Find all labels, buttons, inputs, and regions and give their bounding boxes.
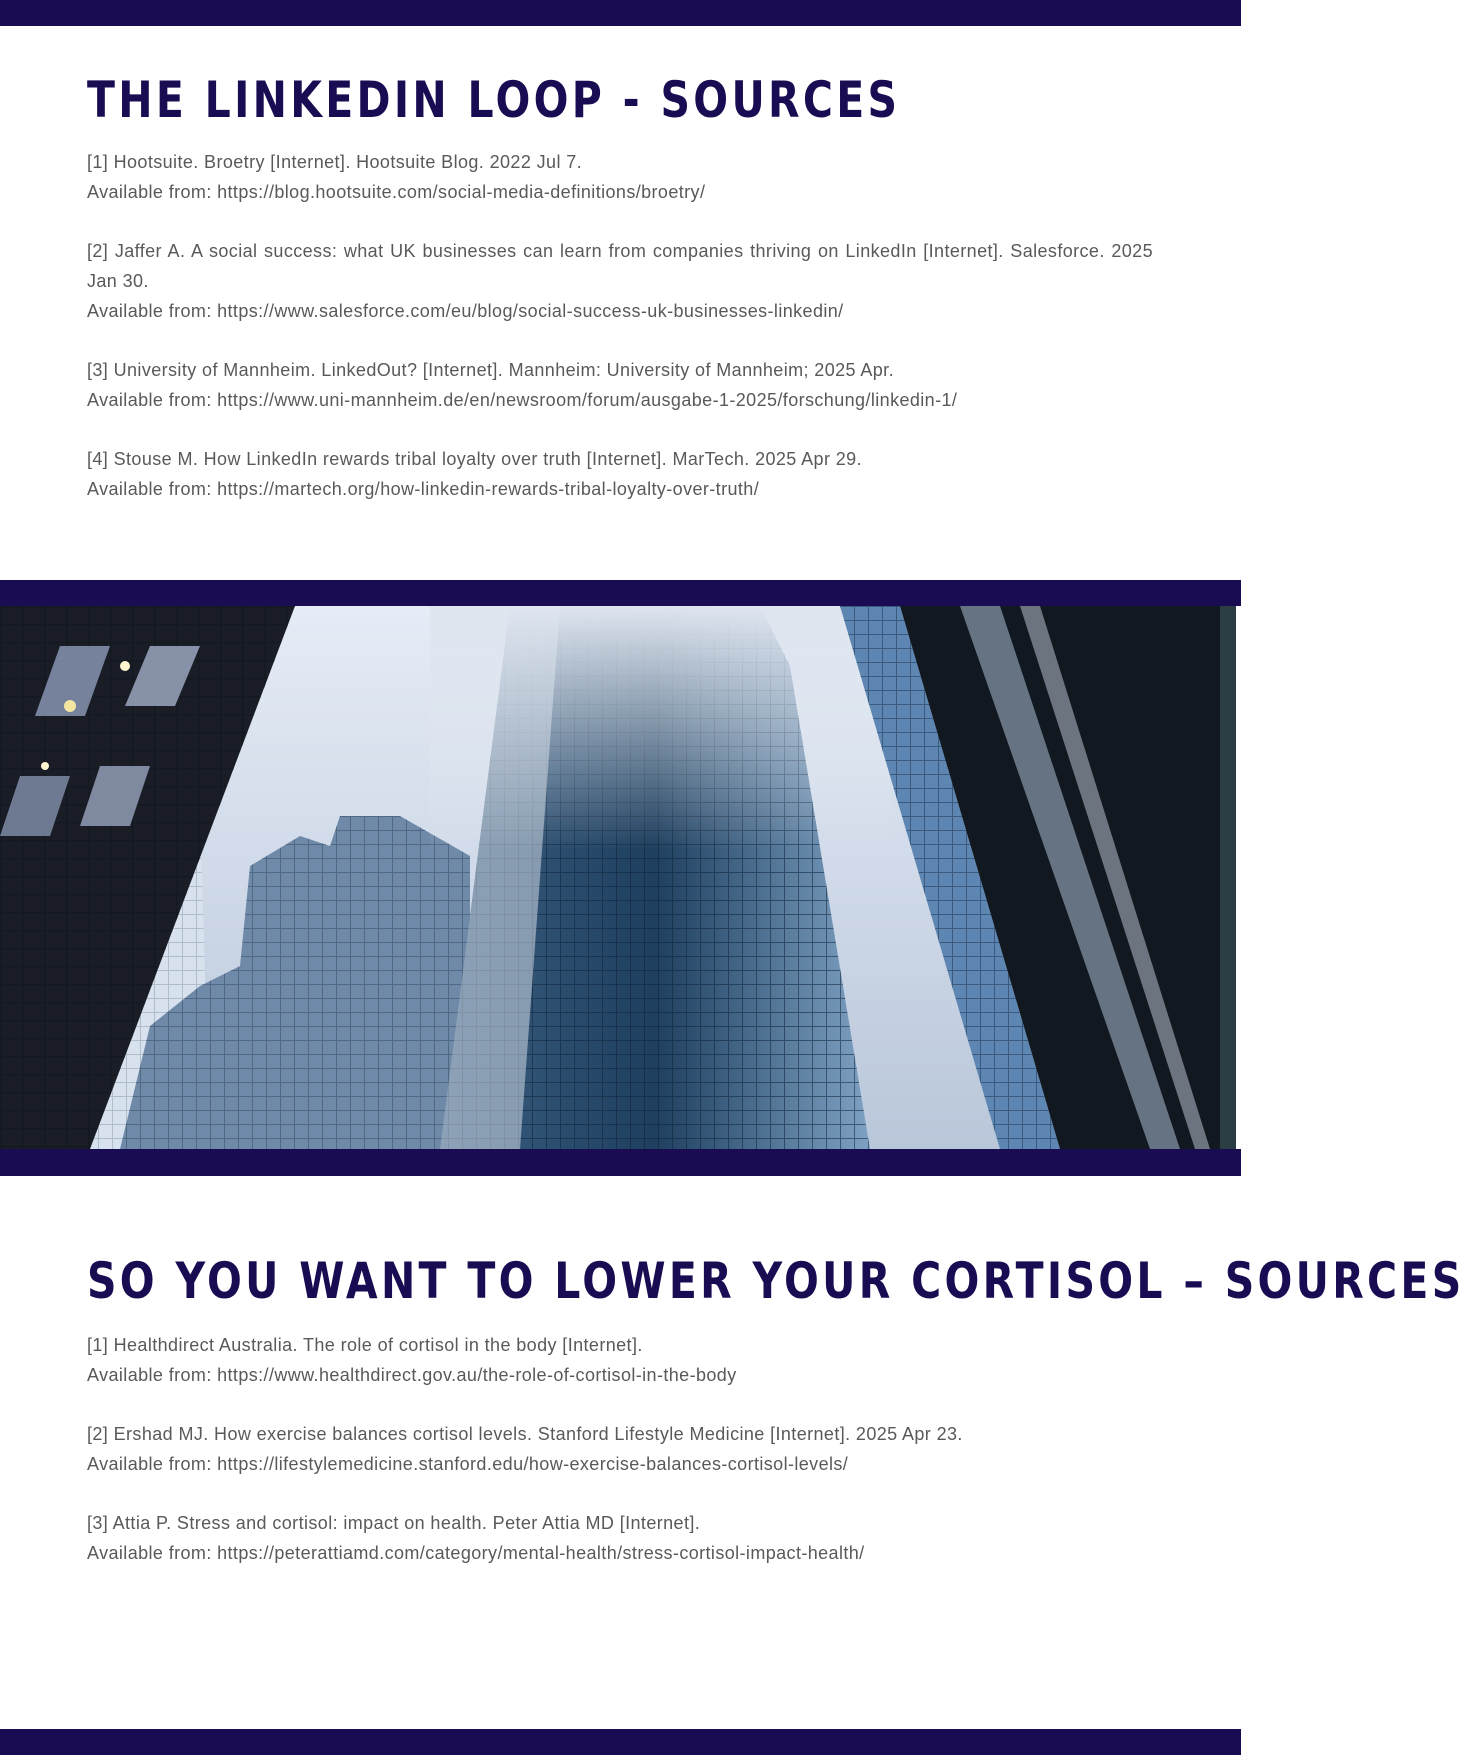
section2-references (87, 1330, 1153, 1597)
reference-citation: [1] Healthdirect Australia. The role of cortisol in the body [Internet]. (87, 1335, 643, 1355)
reference-link[interactable]: Available from: https://www.salesforce.com/eu/blog/social-success-uk-businesses-linkedin/ (87, 301, 844, 321)
image-band-top (0, 580, 1241, 606)
reference-citation: [4] Stouse M. How LinkedIn rewards tribal loyalty over truth [Internet]. MarTech. 2025 Apr 29. (87, 449, 862, 469)
reference-item (87, 236, 1153, 326)
reference-link[interactable]: Available from: https://martech.org/how-linkedin-rewards-tribal-loyalty-over-truth/ (87, 479, 760, 499)
section2-title: SO YOU WANT TO LOWER YOUR CORTISOL – SOURCES (87, 1252, 1465, 1310)
reference-link[interactable]: Available from: https://lifestylemedicine.stanford.edu/how-exercise-balances-cortisol-levels/ (87, 1454, 849, 1474)
reference-item (87, 1330, 1153, 1390)
reference-link[interactable]: Available from: https://blog.hootsuite.com/social-media-definitions/broetry/ (87, 182, 706, 202)
reference-link[interactable]: Available from: https://www.healthdirect.gov.au/the-role-of-cortisol-in-the-body (87, 1365, 737, 1385)
top-band (0, 0, 1241, 26)
reference-link[interactable]: Available from: https://www.uni-mannheim.de/en/newsroom/forum/ausgabe-1-2025/forschung/linkedin-1/ (87, 390, 958, 410)
section1-title: THE LINKEDIN LOOP - SOURCES (87, 71, 901, 129)
bottom-band (0, 1729, 1241, 1755)
section1-references (87, 147, 1153, 533)
reference-citation: [2] Jaffer A. A social success: what UK businesses can learn from companies thriving on LinkedIn [Internet]. Salesforce. 2025 Jan 30. (87, 241, 1153, 291)
reference-item (87, 147, 1153, 207)
reference-link[interactable]: Available from: https://peterattiamd.com/category/mental-health/stress-cortisol-impact-health/ (87, 1543, 865, 1563)
reference-citation: [3] University of Mannheim. LinkedOut? [Internet]. Mannheim: University of Mannheim; 2025 Apr. (87, 360, 894, 380)
reference-item (87, 1508, 1153, 1568)
reference-citation: [1] Hootsuite. Broetry [Internet]. Hootsuite Blog. 2022 Jul 7. (87, 152, 583, 172)
reference-item (87, 444, 1153, 504)
skyscrapers-photo (0, 606, 1236, 1149)
reference-item (87, 1419, 1153, 1479)
reference-item (87, 355, 1153, 415)
reference-citation: [3] Attia P. Stress and cortisol: impact on health. Peter Attia MD [Internet]. (87, 1513, 701, 1533)
image-band-bottom (0, 1149, 1241, 1176)
reference-citation: [2] Ershad MJ. How exercise balances cortisol levels. Stanford Lifestyle Medicine [Internet]. 2025 Apr 23. (87, 1424, 963, 1444)
